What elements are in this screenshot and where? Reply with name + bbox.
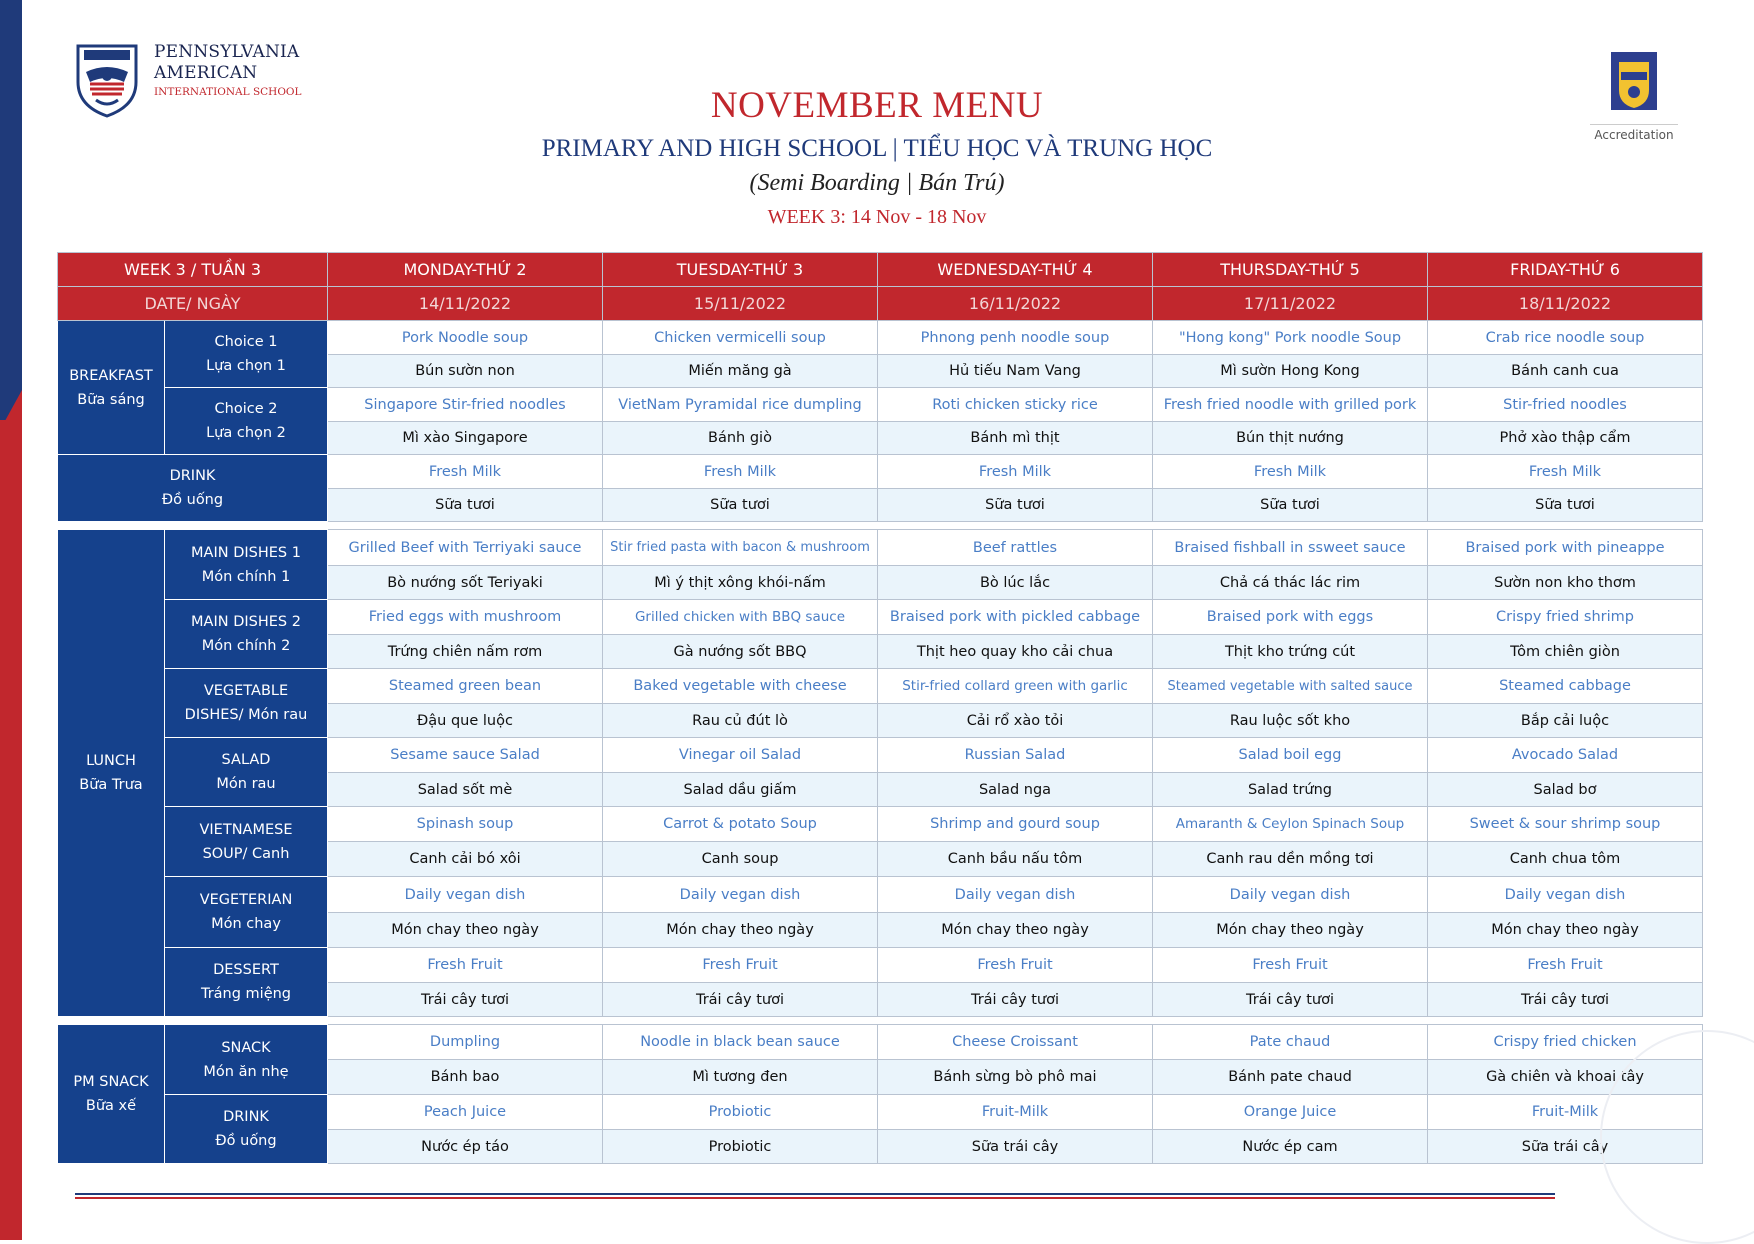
footer-rule-navy	[75, 1193, 1555, 1195]
dish-cell: Braised pork with pickled cabbage	[878, 600, 1153, 635]
table-row	[58, 669, 1703, 704]
date-wed: 16/11/2022	[878, 287, 1153, 321]
dish-cell: Fresh Fruit	[328, 948, 603, 983]
dish-cell: Bánh pate chaud	[1153, 1060, 1428, 1095]
dish-cell: Pate chaud	[1153, 1025, 1428, 1060]
dish-cell: Nước ép táo	[328, 1130, 603, 1164]
day-header-tue: TUESDAY-THỨ 3	[603, 253, 878, 287]
dish-cell: Bánh sừng bò phô mai	[878, 1060, 1153, 1095]
lunch-label-en: LUNCH	[86, 753, 136, 769]
lunch-sub-label	[165, 738, 328, 807]
dish-cell: Bún sườn non	[328, 355, 603, 388]
dish-cell: Beef rattles	[878, 530, 1153, 566]
dish-cell: Trái cây tươi	[1153, 983, 1428, 1017]
date-header-cell: DATE/ NGÀY	[58, 287, 328, 321]
dish-cell: Miến măng gà	[603, 355, 878, 388]
dish-cell: Salad dầu giấm	[603, 773, 878, 807]
dish-cell: Bánh bao	[328, 1060, 603, 1095]
dish-cell: Probiotic	[603, 1130, 878, 1164]
side-stripe-wedge	[0, 390, 22, 430]
school-name-line2: AMERICAN	[154, 63, 258, 83]
dish-cell: Sữa tươi	[328, 489, 603, 522]
dish-cell: Shrimp and gourd soup	[878, 807, 1153, 842]
dish-cell: Sesame sauce Salad	[328, 738, 603, 773]
header-row-days	[58, 253, 1703, 287]
week-header-cell: WEEK 3 / TUẦN 3	[58, 253, 328, 287]
dish-cell: VietNam Pyramidal rice dumpling	[603, 388, 878, 422]
dish-cell: Sữa tươi	[603, 489, 878, 522]
dish-cell: Canh rau dền mồng tơi	[1153, 842, 1428, 877]
dish-cell: Bò nướng sốt Teriyaki	[328, 566, 603, 600]
dish-cell: Mì ý thịt xông khói-nấm	[603, 566, 878, 600]
sub-label-en: SALAD	[221, 752, 271, 768]
snack-label-vn: Món ăn nhẹ	[203, 1063, 289, 1080]
date-thu: 17/11/2022	[1153, 287, 1428, 321]
boarding-label: (Semi Boarding | Bán Trú)	[749, 170, 1005, 196]
dish-cell: Mì xào Singapore	[328, 422, 603, 455]
page-title: NOVEMBER MENU	[710, 85, 1044, 126]
dish-cell: Grilled Beef with Terriyaki sauce	[328, 530, 603, 566]
dish-cell: Daily vegan dish	[603, 877, 878, 913]
table-row	[58, 321, 1703, 355]
dish-cell: Braised pork with eggs	[1153, 600, 1428, 635]
lunch-sub-label	[165, 877, 328, 948]
side-stripe-red	[0, 420, 22, 1240]
dish-cell: Braised fishball in ssweet sauce	[1153, 530, 1428, 566]
week-label: WEEK 3: 14 Nov - 18 Nov	[767, 206, 987, 228]
dish-cell: Avocado Salad	[1428, 738, 1703, 773]
dish-cell: Stir-fried collard green with garlic	[878, 669, 1153, 704]
dish-cell: Canh bầu nấu tôm	[878, 842, 1153, 877]
dish-cell: Bắp cải luộc	[1428, 704, 1703, 738]
dish-cell: Thịt heo quay kho cải chua	[878, 635, 1153, 669]
dish-cell: Fresh Milk	[878, 455, 1153, 489]
table-row	[58, 948, 1703, 983]
dish-cell: Bò lúc lắc	[878, 566, 1153, 600]
dish-cell: Vinegar oil Salad	[603, 738, 878, 773]
breakfast-label-vn: Bữa sáng	[77, 391, 145, 408]
lunch-sub-label	[165, 600, 328, 669]
dish-cell: Gà nướng sốt BBQ	[603, 635, 878, 669]
sub-label-en: VIETNAMESE	[199, 821, 293, 838]
dish-cell: Pork Noodle soup	[328, 321, 603, 355]
dish-cell: Salad trứng	[1153, 773, 1428, 807]
school-name-line3: INTERNATIONAL SCHOOL	[154, 86, 302, 98]
drink-label-vn: Đồ uống	[161, 492, 224, 508]
dish-cell: Salad sốt mè	[328, 773, 603, 807]
breakfast-drink-label	[58, 455, 328, 522]
sub-label-vn: Tráng miệng	[200, 986, 292, 1002]
dish-cell: Đậu que luộc	[328, 704, 603, 738]
dish-cell: Rau luộc sốt kho	[1153, 704, 1428, 738]
dish-cell: Crispy fried chicken	[1428, 1025, 1703, 1060]
dish-cell: Sữa tươi	[878, 489, 1153, 522]
dish-cell: Roti chicken sticky rice	[878, 388, 1153, 422]
day-header-fri: FRIDAY-THỨ 6	[1428, 253, 1703, 287]
dish-cell: Stir-fried noodles	[1428, 388, 1703, 422]
dish-cell: Orange Juice	[1153, 1095, 1428, 1130]
table-row	[58, 600, 1703, 635]
dish-cell: Sườn non kho thơm	[1428, 566, 1703, 600]
dish-cell: Chicken vermicelli soup	[603, 321, 878, 355]
dish-cell: Trứng chiên nấm rơm	[328, 635, 603, 669]
dish-cell: Fresh Milk	[603, 455, 878, 489]
dish-cell: Cải rổ xào tỏi	[878, 704, 1153, 738]
dish-cell: Fruit-Milk	[878, 1095, 1153, 1130]
pm-snack-category	[58, 1025, 165, 1164]
sub-label-en: VEGETERIAN	[199, 892, 293, 908]
dish-cell: Trái cây tươi	[603, 983, 878, 1017]
choice1-label-en: Choice 1	[214, 334, 278, 350]
table-row	[58, 877, 1703, 913]
pm-snack-label-vn: Bữa xế	[85, 1098, 137, 1114]
choice2-label	[165, 388, 328, 455]
table-row	[58, 1025, 1703, 1060]
dish-cell: Mì sườn Hong Kong	[1153, 355, 1428, 388]
sub-label-en: DESSERT	[213, 962, 279, 978]
section-spacer	[58, 1017, 1703, 1025]
day-header-thu: THURSDAY-THỨ 5	[1153, 253, 1428, 287]
sub-label-en: MAIN DISHES 2	[191, 614, 301, 630]
dish-cell: Nước ép cam	[1153, 1130, 1428, 1164]
footer-rule-red	[75, 1197, 1555, 1199]
header-row-dates	[58, 287, 1703, 321]
dish-cell: Fresh Fruit	[1153, 948, 1428, 983]
dish-cell: Trái cây tươi	[1428, 983, 1703, 1017]
lunch-sub-label	[165, 807, 328, 877]
snack-drink-label-en: DRINK	[223, 1109, 269, 1125]
choice1-label	[165, 321, 328, 388]
lunch-sub-label	[165, 948, 328, 1017]
dish-cell: Braised pork with pineappe	[1428, 530, 1703, 566]
dish-cell: Fresh Fruit	[1428, 948, 1703, 983]
dish-cell: Baked vegetable with cheese	[603, 669, 878, 704]
dish-cell: Fresh Fruit	[878, 948, 1153, 983]
dish-cell: Mì tương đen	[603, 1060, 878, 1095]
accreditation-label: Accreditation	[1590, 124, 1678, 142]
snack-drink-label	[165, 1095, 328, 1164]
day-header-wed: WEDNESDAY-THỨ 4	[878, 253, 1153, 287]
sub-label-vn: DISHES/ Món rau	[184, 707, 308, 723]
dish-cell: Thịt kho trứng cút	[1153, 635, 1428, 669]
dish-cell: Amaranth & Ceylon Spinach Soup	[1153, 807, 1428, 842]
dish-cell: Sữa tươi	[1153, 489, 1428, 522]
dish-cell: Steamed vegetable with salted sauce	[1153, 669, 1428, 704]
dish-cell: Crab rice noodle soup	[1428, 321, 1703, 355]
lunch-sub-label	[165, 530, 328, 600]
lunch-category	[58, 530, 165, 1017]
dish-cell: Daily vegan dish	[1428, 877, 1703, 913]
table-row	[58, 530, 1703, 566]
pm-snack-label-en: PM SNACK	[73, 1074, 149, 1090]
dish-cell: Món chay theo ngày	[1428, 913, 1703, 948]
sub-label-vn: Món chính 2	[201, 638, 291, 654]
dish-cell: Crispy fried shrimp	[1428, 600, 1703, 635]
dish-cell: Tôm chiên giòn	[1428, 635, 1703, 669]
dish-cell: Probiotic	[603, 1095, 878, 1130]
breakfast-label-en: BREAKFAST	[69, 367, 153, 384]
date-mon: 14/11/2022	[328, 287, 603, 321]
dish-cell: Món chay theo ngày	[328, 913, 603, 948]
dish-cell: Canh chua tôm	[1428, 842, 1703, 877]
dish-cell: Bún thịt nướng	[1153, 422, 1428, 455]
dish-cell: Spinash soup	[328, 807, 603, 842]
dish-cell: Bánh canh cua	[1428, 355, 1703, 388]
dish-cell: "Hong kong" Pork noodle Soup	[1153, 321, 1428, 355]
date-fri: 18/11/2022	[1428, 287, 1703, 321]
dish-cell: Stir fried pasta with bacon & mushroom	[603, 530, 878, 566]
dish-cell: Canh cải bó xôi	[328, 842, 603, 877]
dish-cell: Canh soup	[603, 842, 878, 877]
dish-cell: Sữa trái cây	[1428, 1130, 1703, 1164]
dish-cell: Gà chiên và khoai tây	[1428, 1060, 1703, 1095]
dish-cell: Món chay theo ngày	[603, 913, 878, 948]
dish-cell: Sữa tươi	[1428, 489, 1703, 522]
dish-cell: Russian Salad	[878, 738, 1153, 773]
table-row	[58, 388, 1703, 422]
dish-cell: Fruit-Milk	[1428, 1095, 1703, 1130]
dish-cell: Trái cây tươi	[328, 983, 603, 1017]
dish-cell: Món chay theo ngày	[878, 913, 1153, 948]
title-block	[0, 84, 1754, 232]
dish-cell: Fresh Fruit	[603, 948, 878, 983]
dish-cell: Sữa trái cây	[878, 1130, 1153, 1164]
section-spacer	[58, 522, 1703, 530]
dish-cell: Trái cây tươi	[878, 983, 1153, 1017]
table-row	[58, 455, 1703, 489]
sub-label-vn: Món chay	[211, 916, 281, 932]
dish-cell: Steamed green bean	[328, 669, 603, 704]
dish-cell: Chả cá thác lác rim	[1153, 566, 1428, 600]
table-row	[58, 738, 1703, 773]
dish-cell: Fresh Milk	[1153, 455, 1428, 489]
dish-cell: Salad nga	[878, 773, 1153, 807]
dish-cell: Hủ tiếu Nam Vang	[878, 355, 1153, 388]
dish-cell: Món chay theo ngày	[1153, 913, 1428, 948]
snack-label-en: SNACK	[221, 1039, 271, 1056]
dish-cell: Fried eggs with mushroom	[328, 600, 603, 635]
day-header-mon: MONDAY-THỨ 2	[328, 253, 603, 287]
table-row	[58, 1095, 1703, 1130]
sub-label-vn: SOUP/ Canh	[202, 845, 290, 862]
choice1-label-vn: Lựa chọn 1	[206, 358, 286, 374]
dish-cell: Daily vegan dish	[878, 877, 1153, 913]
dish-cell: Bánh giò	[603, 422, 878, 455]
drink-label-en: DRINK	[169, 468, 216, 484]
sub-label-vn: Món rau	[216, 776, 276, 792]
dish-cell: Fresh fried noodle with grilled pork	[1153, 388, 1428, 422]
dish-cell: Steamed cabbage	[1428, 669, 1703, 704]
dish-cell: Noodle in black bean sauce	[603, 1025, 878, 1060]
dish-cell: Salad bơ	[1428, 773, 1703, 807]
dish-cell: Daily vegan dish	[328, 877, 603, 913]
menu-table	[57, 252, 1703, 1164]
sub-label-en: VEGETABLE	[203, 683, 289, 699]
dish-cell: Salad boil egg	[1153, 738, 1428, 773]
dish-cell: Fresh Milk	[1428, 455, 1703, 489]
breakfast-category	[58, 321, 165, 455]
dish-cell: Phnong penh noodle soup	[878, 321, 1153, 355]
dish-cell: Phở xào thập cẩm	[1428, 422, 1703, 455]
lunch-sub-label	[165, 669, 328, 738]
school-name-line1: PENNSYLVANIA	[154, 42, 300, 62]
snack-label	[165, 1025, 328, 1095]
dish-cell: Dumpling	[328, 1025, 603, 1060]
dish-cell: Cheese Croissant	[878, 1025, 1153, 1060]
dish-cell: Fresh Milk	[328, 455, 603, 489]
choice2-label-vn: Lựa chọn 2	[206, 425, 286, 441]
dish-cell: Bánh mì thịt	[878, 422, 1153, 455]
dish-cell: Singapore Stir-fried noodles	[328, 388, 603, 422]
snack-drink-label-vn: Đồ uống	[215, 1133, 277, 1149]
table-row	[58, 807, 1703, 842]
dish-cell: Peach Juice	[328, 1095, 603, 1130]
page-subtitle: PRIMARY AND HIGH SCHOOL | TIỂU HỌC VÀ TRUNG HỌC	[541, 135, 1213, 162]
date-tue: 15/11/2022	[603, 287, 878, 321]
dish-cell: Rau củ đút lò	[603, 704, 878, 738]
sub-label-vn: Món chính 1	[201, 568, 291, 585]
dish-cell: Carrot & potato Soup	[603, 807, 878, 842]
dish-cell: Grilled chicken with BBQ sauce	[603, 600, 878, 635]
sub-label-en: MAIN DISHES 1	[191, 544, 301, 561]
dish-cell: Daily vegan dish	[1153, 877, 1428, 913]
lunch-label-vn: Bữa Trưa	[79, 777, 143, 793]
dish-cell: Sweet & sour shrimp soup	[1428, 807, 1703, 842]
choice2-label-en: Choice 2	[214, 401, 278, 417]
